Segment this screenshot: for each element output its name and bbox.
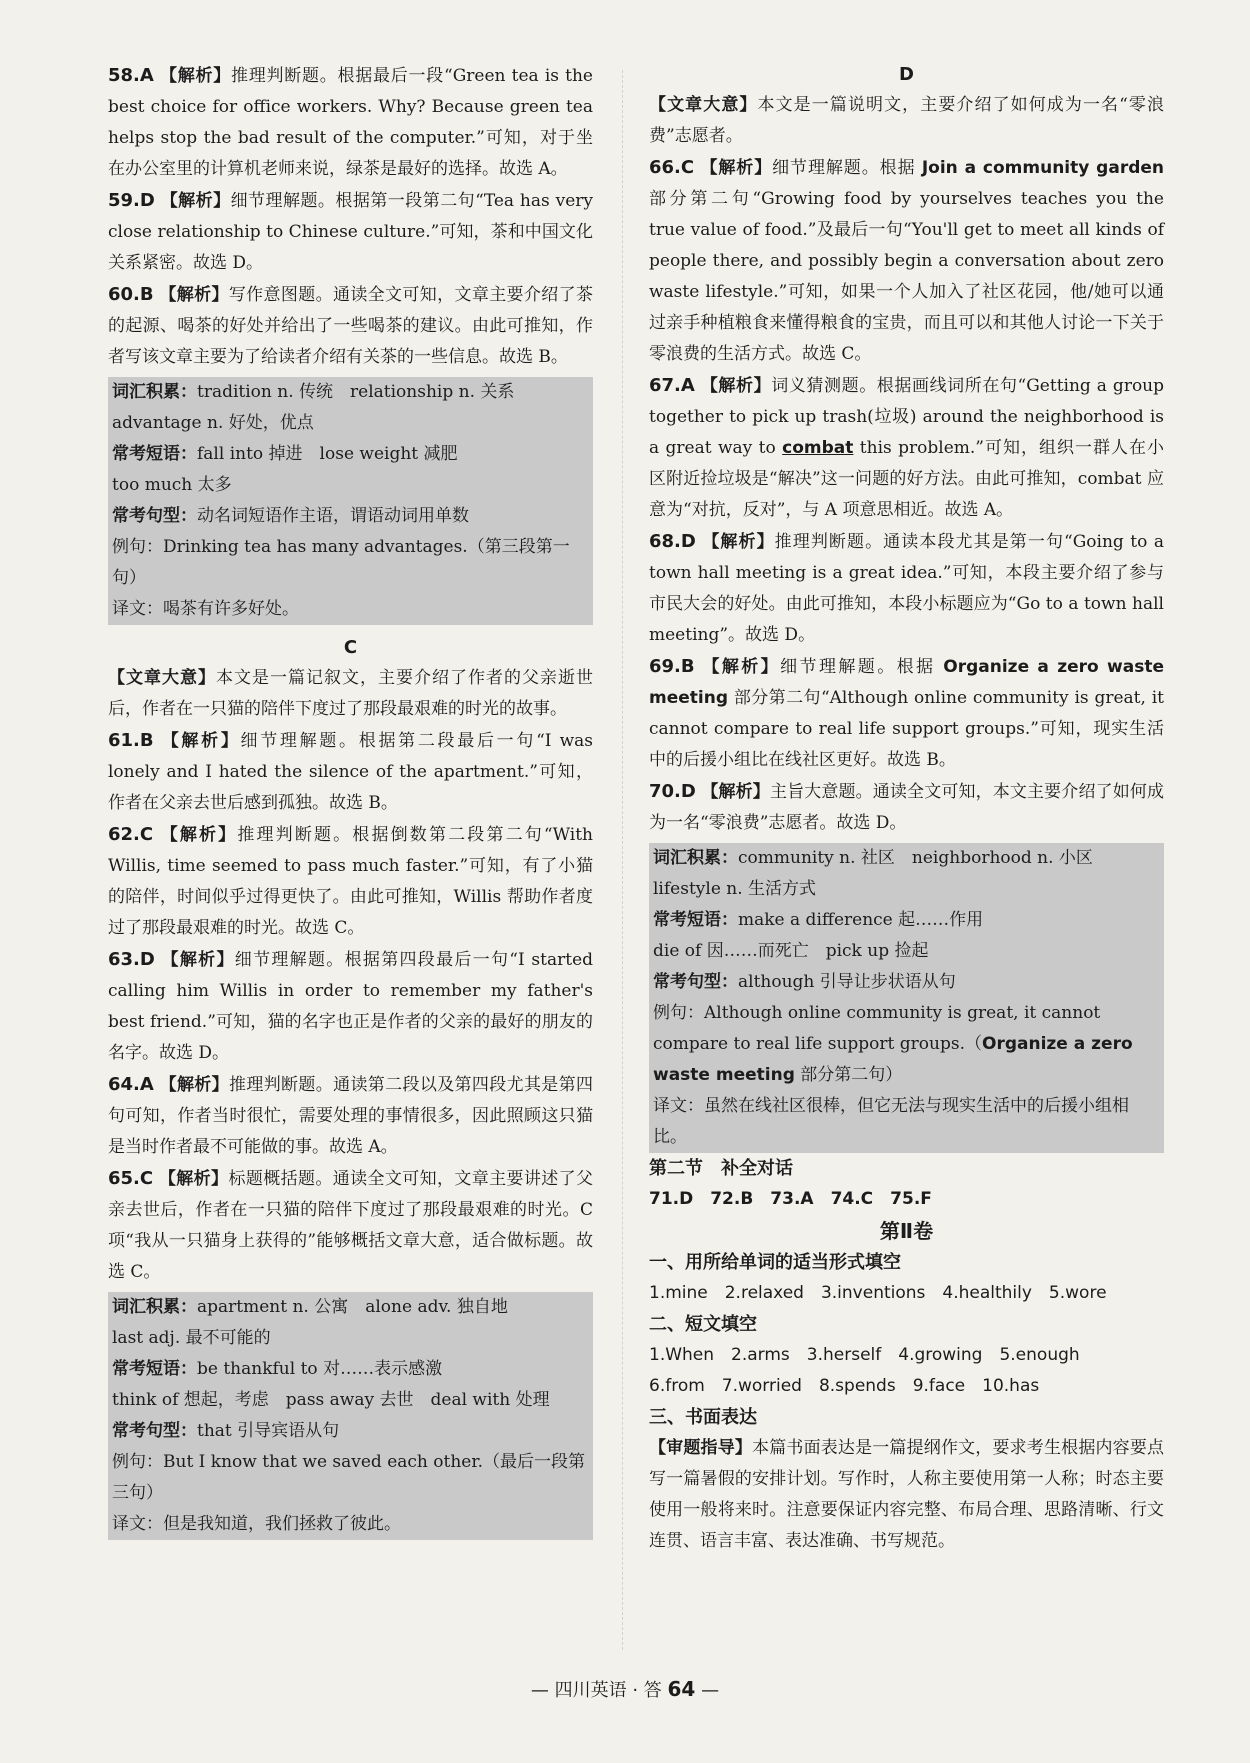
section-2-answers: 71.D 72.B 73.A 74.C 75.F: [649, 1189, 932, 1209]
underlined-word: combat: [782, 438, 854, 458]
answer-66: 66.C 【解析】细节理解题。根据 Join a community garden 部分第二句“Growing food by yourselves teaches you the true value of food.”及最后一句“You'll get to meet all kinds of people there, and possibly begin a conversation about zero waste lifestyle.”可知，如果一个人加入了社区花园，他/她可以通过亲手种植粮食来懂得粮食的宝贵，而且可以和其他人讨论一下关于零浪费的生活方式。故选 C。: [649, 157, 1165, 364]
answer-65: 65.C 【解析】标题概括题。通读全文可知，文章主要讲述了父亲去世后，作者在一只猫的陪伴下度过了那段最艰难的时光。C 项“我从一只猫身上获得的”能够概括文章大意，适合做标题。故选 C。: [108, 1168, 594, 1282]
passage-d-summary: 【文章大意】本文是一篇说明文，主要介绍了如何成为一名“零浪费”志愿者。: [649, 95, 1164, 146]
answer-59: 59.D 【解析】细节理解题。根据第一段第二句“Tea has very close relationship to Chinese culture.”可知，茶和中国文化关系紧密。故选 D。: [108, 190, 593, 273]
page-footer: — 四川英语 · 答 64 —: [530, 1677, 720, 1701]
answer-63: 63.D 【解析】细节理解题。根据第四段最后一句“I started calling him Willis in order to remember my father's best friend.”可知，猫的名字也正是作者的父亲的最好的朋友的名字。故选 D。: [108, 949, 594, 1063]
answer-69: 69.B 【解析】细节理解题。根据 Organize a zero waste meeting 部分第二句“Although online community is great, it cannot compare to real life support groups.”可知，现实生活中的后援小组比在线社区更好。故选 B。: [649, 656, 1165, 770]
answer-68: 68.D 【解析】推理判断题。通读本段尤其是第一句“Going to a town hall meeting is a great idea.”可知，本段主要介绍了参与市民大会的好处。由此可推知，本段小标题应为“Go to a town hall meeting”。故选 D。: [649, 531, 1164, 645]
part-2-answers-b: 6.from 7.worried 8.spends 9.face 10.has: [649, 1376, 1040, 1396]
answer-70: 70.D 【解析】主旨大意题。通读全文可知，本文主要介绍了如何成为一名“零浪费”志愿者。故选 D。: [649, 781, 1165, 833]
vocab-box-b: 词汇积累：tradition n. 传统 relationship n. 关系 advantage n. 好处，优点 常考短语：fall into 掉进 lose weight 减肥 too much 太多 常考句型：动名词短语作主语，谓语动词用单数 例句：Drinking tea has many advantages.（第三段第一句） 译文：喝茶有许多好处。: [108, 377, 593, 625]
page-number: 64: [667, 1677, 696, 1701]
part-1-answers: 1.mine 2.relaxed 3.inventions 4.healthily 5.wore: [649, 1283, 1107, 1303]
section-c-heading: C: [343, 637, 358, 658]
answer-60: 60.B 【解析】写作意图题。通读全文可知，文章主要介绍了茶的起源、喝茶的好处并给出了一些喝茶的建议。由此可推知，作者写该文章主要为了给读者介绍有关茶的一些信息。故选 B。: [108, 284, 593, 367]
section-2-title: 第二节 补全对话: [649, 1158, 793, 1179]
right-column: [649, 60, 1164, 1557]
part-2-title: 二、短文填空: [649, 1314, 757, 1335]
answer-61: 61.B 【解析】细节理解题。根据第二段最后一句“I was lonely and I hated the silence of the apartment.”可知，作者在父亲去世后感到孤独。故选 B。: [108, 730, 593, 813]
answer-62: 62.C 【解析】推理判断题。根据倒数第二段第二句“With Willis, time seemed to pass much faster.”可知，有了小猫的陪伴，时间似乎过得更快了。由此可推知，Willis 帮助作者度过了那段最艰难的时光。故选 C。: [108, 824, 594, 938]
passage-c-summary: 【文章大意】本文是一篇记叙文，主要介绍了作者的父亲逝世后，作者在一只猫的陪伴下度过了那段最艰难的时光的故事。: [108, 668, 593, 719]
column-divider: [622, 70, 623, 1650]
part-2-answers-a: 1.When 2.arms 3.herself 4.growing 5.enough: [649, 1345, 1080, 1365]
part-3-title: 三、书面表达: [649, 1407, 757, 1428]
writing-guidance: 【审题指导】本篇书面表达是一篇提纲作文，要求考生根据内容要点写一篇暑假的安排计划。写作时，人称主要使用第一人称；时态主要使用一般将来时。注意要保证内容完整、布局合理、思路清晰、行文连贯、语言丰富、表达准确、书写规范。: [649, 1438, 1165, 1551]
answer-67: 67.A 【解析】词义猜测题。根据画线词所在句“Getting a group together to pick up trash(垃圾) around the neighborhood is a great way to combat this problem.”可知，组织一群人在小区附近捡垃圾是“解决”这一问题的好方法。由此可推知，combat 应意为“对抗，反对”，与 A 项意思相近。故选 A。: [649, 375, 1165, 520]
vocab-box-c: 词汇积累：apartment n. 公寓 alone adv. 独自地 last adj. 最不可能的 常考短语：be thankful to 对……表示感激 think of 想起，考虑 pass away 去世 deal with 处理 常考句型：that 引导宾语从句 例句：But I know that we saved each other.（最后一段第三句） 译文：但是我知道，我们拯救了彼此。: [108, 1292, 593, 1540]
answer-64: 64.A 【解析】推理判断题。通读第二段以及第四段尤其是第四句可知，作者当时很忙，需要处理的事情很多，因此照顾这只猫是当时作者最不可能做的事。故选 A。: [108, 1074, 594, 1157]
part-1-title: 一、用所给单词的适当形式填空: [649, 1252, 901, 1273]
vocab-box-d: 词汇积累：community n. 社区 neighborhood n. 小区 lifestyle n. 生活方式 常考短语：make a difference 起……作用 die of 因……而死亡 pick up 捡起 常考句型：although 引导让步状语从句 例句：Although online community is great, it cannot compare to real life support groups.（Organize a zero waste meeting 部分第二句） 译文：虽然在线社区很棒，但它无法与现实生活中的后援小组相比。: [649, 843, 1164, 1153]
section-d-heading: D: [899, 64, 914, 85]
left-column: [108, 60, 593, 1540]
answer-58: 58.A 【解析】推理判断题。根据最后一段“Green tea is the best choice for office workers. Why? Because green tea helps stop the bad result of the computer.”可知，对于坐在办公室里的计算机老师来说，绿茶是最好的选择。故选 A。: [108, 65, 593, 179]
volume-2-heading: 第Ⅱ卷: [879, 1219, 934, 1243]
